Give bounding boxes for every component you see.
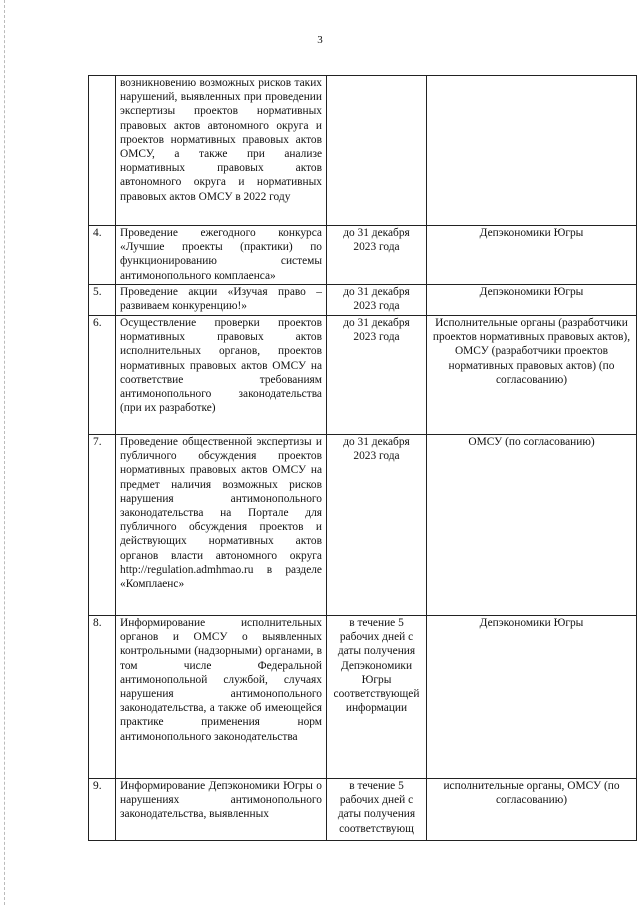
responsible-party: исполнительные органы, ОМСУ (по согласованию) bbox=[427, 779, 637, 841]
deadline: до 31 декабря 2023 года bbox=[327, 316, 427, 435]
deadline: до 31 декабря 2023 года bbox=[327, 226, 427, 285]
row-number: 6. bbox=[89, 316, 116, 435]
responsible-party: ОМСУ (по согласованию) bbox=[427, 435, 637, 616]
action-description: Проведение общественной экспертизы и публичного обсуждения проектов нормативных правовых актов ОМСУ на предмет наличия возможных рисков нарушения антимонопольного законодательства на Портале для публичного обсуждения проектов и действующих нормативных актов органов власти автономного округа http://regulation.admhmao.ru в разделе «Комплаенс» bbox=[116, 435, 327, 616]
row-number: 9. bbox=[89, 779, 116, 841]
deadline: до 31 декабря 2023 года bbox=[327, 285, 427, 316]
action-description: Проведение ежегодного конкурса «Лучшие проекты (практики) по функционированию системы антимонопольного комплаенса» bbox=[116, 226, 327, 285]
table-row bbox=[89, 779, 637, 841]
row-number bbox=[89, 76, 116, 226]
row-number: 7. bbox=[89, 435, 116, 616]
row-number: 5. bbox=[89, 285, 116, 316]
deadline bbox=[327, 76, 427, 226]
table-row bbox=[89, 316, 637, 435]
page-left-edge bbox=[4, 0, 5, 905]
action-plan-table bbox=[88, 75, 637, 841]
row-number: 8. bbox=[89, 616, 116, 779]
action-description: Информирование исполнительных органов и ОМСУ о выявленных контрольными (надзорными) органами, в том числе Федеральной антимонопольной службой, случаях нарушения антимонопольного законодательства, а также об имеющейся практике применения норм антимонопольного законодательства bbox=[116, 616, 327, 779]
table-row bbox=[89, 616, 637, 779]
responsible-party: Депэкономики Югры bbox=[427, 616, 637, 779]
table-row bbox=[89, 285, 637, 316]
responsible-party: Депэкономики Югры bbox=[427, 285, 637, 316]
deadline: в течение 5 рабочих дней с даты получения соответствующ bbox=[327, 779, 427, 841]
deadline: до 31 декабря 2023 года bbox=[327, 435, 427, 616]
action-description: Осуществление проверки проектов нормативных правовых актов исполнительных органов, проектов нормативных правовых актов ОМСУ на соответствие требованиям антимонопольного законодательства (при их разработке) bbox=[116, 316, 327, 435]
responsible-party bbox=[427, 76, 637, 226]
table-row bbox=[89, 76, 637, 226]
action-description: Информирование Депэкономики Югры о нарушениях антимонопольного законодательства, выявленных bbox=[116, 779, 327, 841]
table-row bbox=[89, 226, 637, 285]
action-description: Проведение акции «Изучая право – развиваем конкуренцию!» bbox=[116, 285, 327, 316]
responsible-party: Исполнительные органы (разработчики проектов нормативных правовых актов), ОМСУ (разработчики проектов нормативных правовых актов) (по согласованию) bbox=[427, 316, 637, 435]
deadline: в течение 5 рабочих дней с даты получения Депэкономики Югры соответствующей информации bbox=[327, 616, 427, 779]
page-number: 3 bbox=[317, 34, 323, 46]
row-number: 4. bbox=[89, 226, 116, 285]
responsible-party: Депэкономики Югры bbox=[427, 226, 637, 285]
table-row bbox=[89, 435, 637, 616]
action-description: возникновению возможных рисков таких нарушений, выявленных при проведении экспертизы проектов нормативных правовых актов автономного округа и проектов нормативных правовых актов ОМСУ, а также при анализе нормативных правовых актов автономного округа и нормативных правовых актов ОМСУ в 2022 году bbox=[116, 76, 327, 226]
